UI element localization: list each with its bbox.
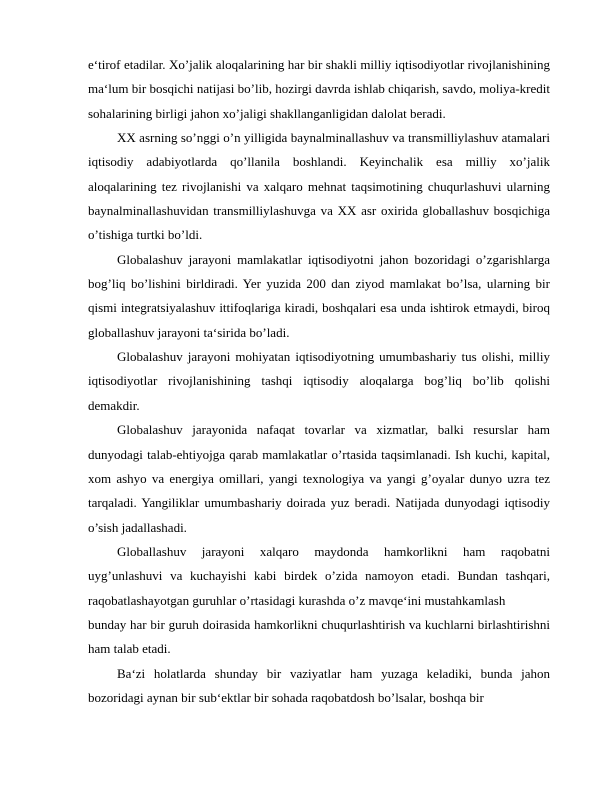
paragraph-globalization-essence: Globalashuv jarayoni mohiyatan iqtisodiyotning umumbashariy tus olishi, milliy iqtisodiyotlar rivojlanishining tashqi iqtisodiy aloqalarga bog’liq bo’lib qolishi demakdir. [88,349,550,413]
paragraph-globalization-dependence: Globalashuv jarayoni mamlakatlar iqtisodiyotni jahon bozoridagi o’zgarishlarga bog’liq bo’lishini birldiradi. Yer yuzida 200 dan ziyod mamlakat bo’lsa, ularning bir qismi integratsiyalashuv ittifoqlariga kiradi, boshqalari esa unda ishtirok etmaydi, biroq globallashuv jarayoni ta‘sirida bo’ladi. [88,251,550,340]
document-body [88,53,550,710]
paragraph-market-subjects: Ba‘zi holatlarda shunday bir vaziyatlar ham yuzaga keladiki, bunda jahon bozoridagi aynan bir sub‘ektlar bir sohada raqobatdosh bo’lsalar, boshqa bir [88,665,550,705]
paragraph-group-cooperation: bunday har bir guruh doirasida hamkorlikni chuqurlashtirish va kuchlarni birlashtirishni ham talab etadi. [88,616,550,657]
paragraph-resource-distribution: Globalashuv jarayonida nafaqat tovarlar va xizmatlar, balki resurslar ham dunyodagi talab-ehtiyojga qarab mamlakatlar o’rtasida taqsimlanadi. Ish kuchi, kapital, xom ashyo va energiya omillari, yangi texnologiya va yangi g’oyalar dunyo uzra tez tarqaladi. Yangiliklar umumbashariy doirada yuz beradi. Natijada dunyodagi iqtisodiy o’sish jadallashadi. [88,422,550,535]
paragraph-continuation: e‘tirof etadilar. Xo’jalik aloqalarining har bir shakli milliy iqtisodiyotlar rivojlanishining ma‘lum bir bosqichi natijasi bo’lib, hozirgi davrda ishlab chiqarish, savdo, moliya-kredit sohalarining birligi jahon xo’jaligi shakllanganligidan dalolat beradi. [88,57,550,121]
paragraph-cooperation-competition: Globallashuv jarayoni xalqaro maydonda hamkorlikni ham raqobatni uyg’unlashuvi va kuchayishi kabi birdek o’zida namoyon etadi. Bundan tashqari, raqobatlashayotgan guruhlar o’rtasidagi kurashda o’z mavqe‘ini mustahkamlash [88,543,550,608]
paragraph-xx-century: XX asrning so’nggi o’n yilligida baynalminallashuv va transmilliylashuv atamalari iqtisodiy adabiyotlarda qo’llanila boshlandi. Keyinchalik esa milliy xo’jalik aloqalarining tez rivojlanishi va xalqaro mehnat taqsimotining chuqurlashuvi ularning baynalminallashuvidan transmilliylashuvga va XX asr oxirida globallashuv bosqichiga o’tishiga turtki bo’ldi. [88,130,550,243]
